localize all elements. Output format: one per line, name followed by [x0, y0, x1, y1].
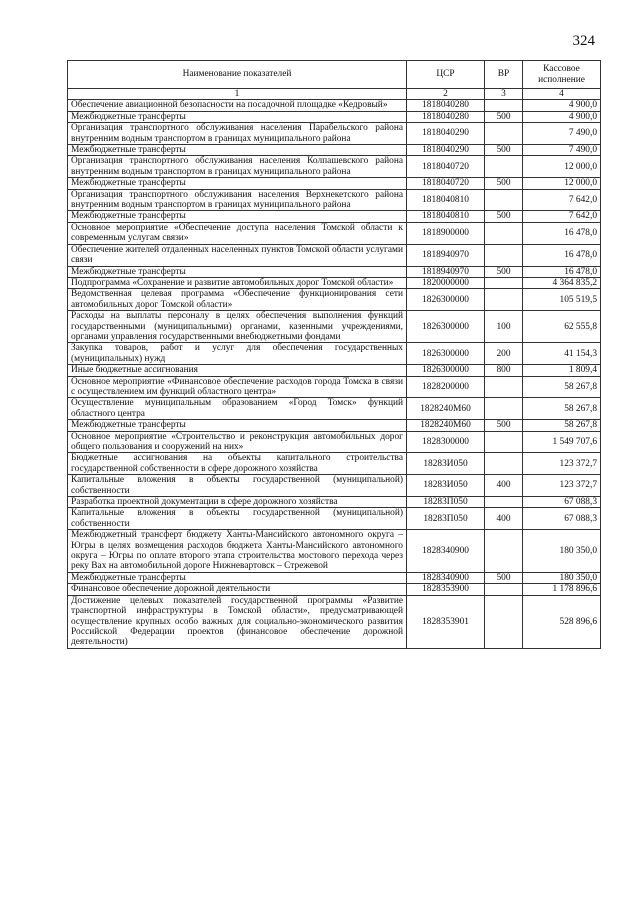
- cell-amount: 16 478,0: [523, 244, 601, 266]
- cell-csr: 1826300000: [407, 289, 485, 311]
- cell-vr: 500: [485, 420, 523, 431]
- cell-csr: 1818940970: [407, 266, 485, 277]
- cell-amount: 4 900,0: [523, 111, 601, 122]
- cell-name: Обеспечение авиационной безопасности на посадочной площадке «Кедровый»: [68, 100, 407, 111]
- table-row: [68, 530, 601, 573]
- table-row: [68, 211, 601, 222]
- header-row: [68, 61, 601, 89]
- cell-amount: 123 372,7: [523, 475, 601, 497]
- cell-vr: [485, 584, 523, 595]
- cell-vr: 500: [485, 211, 523, 222]
- table-row: [68, 156, 601, 178]
- cell-name: Межбюджетные трансферты: [68, 111, 407, 122]
- cell-name: Ведомственная целевая программа «Обеспечение функционирования сети автомобильных дорог Томской области»: [68, 289, 407, 311]
- cell-vr: [485, 595, 523, 648]
- table-row: [68, 266, 601, 277]
- cell-amount: 12 000,0: [523, 156, 601, 178]
- cell-csr: 18283И050: [407, 475, 485, 497]
- cell-csr: 1828200000: [407, 376, 485, 398]
- table-row: [68, 508, 601, 530]
- cell-amount: 12 000,0: [523, 178, 601, 189]
- table-row: [68, 222, 601, 244]
- table-row: [68, 123, 601, 145]
- cell-name: Организация транспортного обслуживания населения Верхнекетского района внутренним водным транспортом в границах муниципального района: [68, 189, 407, 211]
- cell-name: Межбюджетные трансферты: [68, 178, 407, 189]
- table-row: [68, 453, 601, 475]
- cell-vr: [485, 289, 523, 311]
- column-number: 2: [407, 89, 485, 100]
- cell-name: Осуществление муниципальным образованием «Город Томск» функций областного центра: [68, 398, 407, 420]
- cell-amount: 58 267,8: [523, 376, 601, 398]
- cell-name: Закупка товаров, работ и услуг для обеспечения государственных (муниципальных) нужд: [68, 343, 407, 365]
- cell-csr: 1826300000: [407, 343, 485, 365]
- cell-vr: [485, 189, 523, 211]
- cell-csr: 1820000000: [407, 277, 485, 288]
- cell-name: Разработка проектной документации в сфере дорожного хозяйства: [68, 497, 407, 508]
- table-row: [68, 497, 601, 508]
- cell-csr: 1818040280: [407, 100, 485, 111]
- cell-csr: 18283П050: [407, 497, 485, 508]
- cell-name: Подпрограмма «Сохранение и развитие автомобильных дорог Томской области»: [68, 277, 407, 288]
- cell-csr: 1818040720: [407, 178, 485, 189]
- cell-vr: [485, 222, 523, 244]
- table-row: [68, 398, 601, 420]
- cell-amount: 123 372,7: [523, 453, 601, 475]
- cell-name: Организация транспортного обслуживания населения Парабельского района внутренним водным транспортом в границах муниципального района: [68, 123, 407, 145]
- cell-vr: [485, 376, 523, 398]
- cell-csr: 1828240М60: [407, 420, 485, 431]
- cell-name: Организация транспортного обслуживания населения Колпашевского района внутренним водным транспортом в границах муниципального района: [68, 156, 407, 178]
- cell-csr: 1826300000: [407, 311, 485, 343]
- cell-csr: 1818040720: [407, 156, 485, 178]
- cell-csr: 1826300000: [407, 365, 485, 376]
- cell-vr: [485, 530, 523, 573]
- table-row: [68, 376, 601, 398]
- table-row: [68, 277, 601, 288]
- cell-name: Бюджетные ассигнования на объекты капитального строительства государственной собственности в сфере дорожного хозяйства: [68, 453, 407, 475]
- cell-csr: 1818900000: [407, 222, 485, 244]
- cell-csr: 18283И050: [407, 453, 485, 475]
- cell-vr: [485, 431, 523, 453]
- cell-vr: [485, 244, 523, 266]
- cell-vr: [485, 156, 523, 178]
- cell-csr: 1828340900: [407, 530, 485, 573]
- column-number: 4: [523, 89, 601, 100]
- column-number-row: [68, 89, 601, 100]
- cell-csr: 1828300000: [407, 431, 485, 453]
- table-row: [68, 178, 601, 189]
- cell-vr: 500: [485, 572, 523, 583]
- cell-name: Обеспечение жителей отдаленных населенных пунктов Томской области услугами связи: [68, 244, 407, 266]
- cell-name: Основное мероприятие «Финансовое обеспечение расходов города Томска в связи с осуществлением им функций областного центра»: [68, 376, 407, 398]
- cell-csr: 1818040810: [407, 189, 485, 211]
- cell-name: Межбюджетный трансферт бюджету Ханты-Мансийского автономного округа – Югры в целях возмещения расходов бюджета Ханты-Мансийского автономного округа – Югры по оплате второго этапа строительства мостового перехода через реку Вах на автомобильной дороге Нижневартовск – Стрежевой: [68, 530, 407, 573]
- table-row: [68, 189, 601, 211]
- header-amount: Кассовое исполнение: [523, 61, 601, 89]
- cell-vr: [485, 277, 523, 288]
- cell-name: Основное мероприятие «Строительство и реконструкция автомобильных дорог общего пользования и сооружений на них»: [68, 431, 407, 453]
- cell-vr: [485, 398, 523, 420]
- cell-amount: 16 478,0: [523, 266, 601, 277]
- cell-vr: [485, 100, 523, 111]
- cell-csr: 1828353900: [407, 584, 485, 595]
- cell-name: Основное мероприятие «Обеспечение доступа населения Томской области к современным услугам связи»: [68, 222, 407, 244]
- cell-amount: 1 549 707,6: [523, 431, 601, 453]
- cell-amount: 7 490,0: [523, 123, 601, 145]
- cell-name: Расходы на выплаты персоналу в целях обеспечения выполнения функций государственными (муниципальными) органами, казенными учреждениями, органами управления государственными внебюджетными фондами: [68, 311, 407, 343]
- cell-csr: 1828353901: [407, 595, 485, 648]
- cell-amount: 67 088,3: [523, 508, 601, 530]
- cell-vr: [485, 123, 523, 145]
- cell-csr: 1818040280: [407, 111, 485, 122]
- cell-amount: 7 642,0: [523, 211, 601, 222]
- cell-name: Межбюджетные трансферты: [68, 145, 407, 156]
- cell-amount: 41 154,3: [523, 343, 601, 365]
- cell-csr: 1828240М60: [407, 398, 485, 420]
- cell-amount: 1 178 896,6: [523, 584, 601, 595]
- cell-amount: 62 555,8: [523, 311, 601, 343]
- cell-name: Иные бюджетные ассигнования: [68, 365, 407, 376]
- cell-csr: 1818040290: [407, 145, 485, 156]
- page-number: 324: [572, 33, 595, 49]
- cell-vr: 500: [485, 145, 523, 156]
- cell-vr: 400: [485, 475, 523, 497]
- cell-vr: 100: [485, 311, 523, 343]
- table-row: [68, 100, 601, 111]
- cell-amount: 4 364 835,2: [523, 277, 601, 288]
- column-number: 3: [485, 89, 523, 100]
- cell-csr: 18283П050: [407, 508, 485, 530]
- header-csr: ЦСР: [407, 61, 485, 89]
- cell-amount: 180 350,0: [523, 572, 601, 583]
- cell-csr: 1818940970: [407, 244, 485, 266]
- table-row: [68, 111, 601, 122]
- cell-vr: 500: [485, 111, 523, 122]
- cell-vr: 400: [485, 508, 523, 530]
- table-row: [68, 145, 601, 156]
- cell-name: Достижение целевых показателей государственной программы «Развитие транспортной инфраструктуры в Томской области», предусматривающей осуществление крупных особо важных для социально-экономического развития Российской Федерации проектов (финансовое обеспечение дорожной деятельности): [68, 595, 407, 648]
- table-row: [68, 595, 601, 648]
- cell-vr: 200: [485, 343, 523, 365]
- cell-vr: 800: [485, 365, 523, 376]
- cell-csr: 1818040810: [407, 211, 485, 222]
- table-row: [68, 420, 601, 431]
- budget-table: [67, 60, 601, 649]
- cell-vr: 500: [485, 266, 523, 277]
- table-row: [68, 365, 601, 376]
- cell-amount: 7 490,0: [523, 145, 601, 156]
- cell-csr: 1818040290: [407, 123, 485, 145]
- cell-name: Капитальные вложения в объекты государственной (муниципальной) собственности: [68, 508, 407, 530]
- column-number: 1: [68, 89, 407, 100]
- cell-name: Межбюджетные трансферты: [68, 211, 407, 222]
- cell-amount: 16 478,0: [523, 222, 601, 244]
- table-row: [68, 311, 601, 343]
- header-name: Наименование показателей: [68, 61, 407, 89]
- cell-amount: 4 900,0: [523, 100, 601, 111]
- cell-amount: 7 642,0: [523, 189, 601, 211]
- cell-name: Капитальные вложения в объекты государственной (муниципальной) собственности: [68, 475, 407, 497]
- table-row: [68, 244, 601, 266]
- table-row: [68, 475, 601, 497]
- table-row: [68, 572, 601, 583]
- table-row: [68, 584, 601, 595]
- cell-amount: 58 267,8: [523, 420, 601, 431]
- cell-name: Межбюджетные трансферты: [68, 266, 407, 277]
- cell-amount: 67 088,3: [523, 497, 601, 508]
- cell-amount: 528 896,6: [523, 595, 601, 648]
- cell-vr: [485, 453, 523, 475]
- cell-name: Межбюджетные трансферты: [68, 420, 407, 431]
- cell-name: Межбюджетные трансферты: [68, 572, 407, 583]
- cell-vr: 500: [485, 178, 523, 189]
- table-row: [68, 343, 601, 365]
- table-row: [68, 289, 601, 311]
- cell-name: Финансовое обеспечение дорожной деятельности: [68, 584, 407, 595]
- cell-vr: [485, 497, 523, 508]
- table-row: [68, 431, 601, 453]
- cell-amount: 180 350,0: [523, 530, 601, 573]
- cell-amount: 58 267,8: [523, 398, 601, 420]
- header-vr: ВР: [485, 61, 523, 89]
- cell-csr: 1828340900: [407, 572, 485, 583]
- cell-amount: 105 519,5: [523, 289, 601, 311]
- cell-amount: 1 809,4: [523, 365, 601, 376]
